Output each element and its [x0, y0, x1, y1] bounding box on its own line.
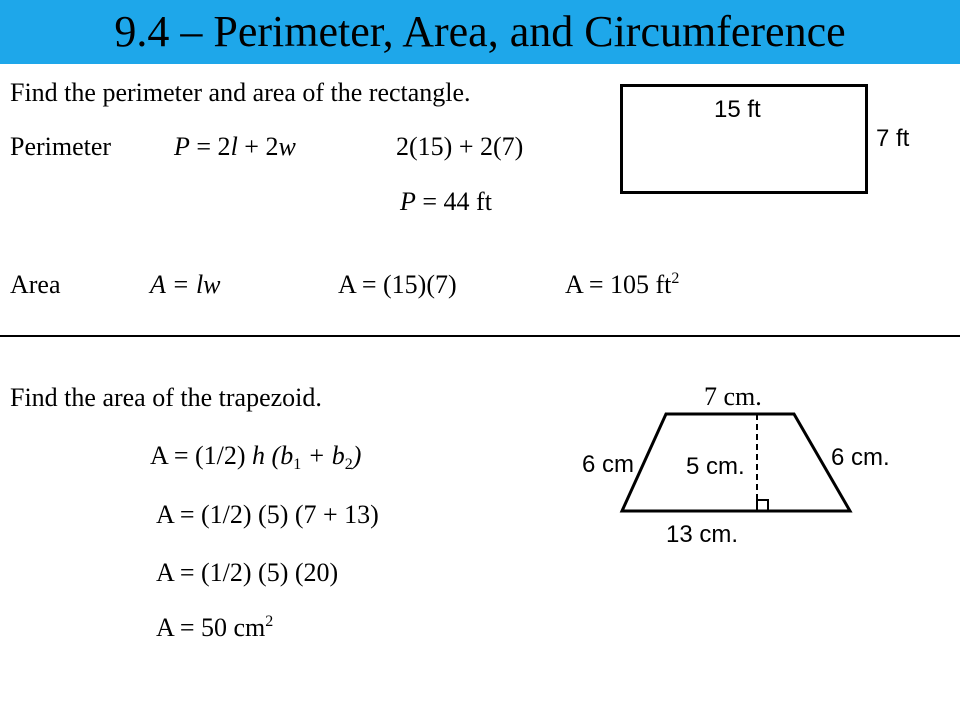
section-divider	[0, 335, 960, 337]
trapezoid-bottom-label: 13 cm.	[666, 521, 739, 548]
perimeter-label: Perimeter	[10, 132, 112, 161]
trapezoid-step-1: A = (1/2) (5) (7 + 13)	[156, 500, 379, 529]
trapezoid-step-3: A = 50 $cm^2$	[156, 613, 274, 642]
perimeter-substitution: 2(15) + 2(7)	[396, 132, 524, 161]
rectangle-length-label: 15 ft	[714, 96, 761, 123]
trapezoid-right-label: 6 cm.	[831, 444, 890, 471]
area-formula: A = lw	[150, 270, 221, 299]
trapezoid-formula: A = (1/2) h $(b_1 + b_2)$	[150, 441, 362, 473]
right-angle-marker	[757, 500, 768, 511]
area-label: Area	[10, 270, 61, 299]
trapezoid-left-label: 6 cm	[582, 451, 635, 478]
rectangle-width-label: 7 ft	[876, 125, 910, 152]
trapezoid-prompt: Find the area of the trapezoid.	[10, 383, 322, 412]
trapezoid-top-label: 7 cm.	[704, 382, 762, 411]
trapezoid-height-label: 5 cm.	[686, 453, 745, 480]
perimeter-result: P = 44 ft	[400, 187, 492, 216]
area-result: A = 105 $ft^2$	[565, 270, 680, 299]
trapezoid-step-2: A = (1/2) (5) (20)	[156, 558, 339, 587]
page-title: 9.4 – Perimeter, Area, and Circumference	[114, 7, 846, 56]
area-substitution: A = (15)(7)	[338, 270, 457, 299]
rectangle-prompt: Find the perimeter and area of the rectangle.	[10, 78, 471, 107]
perimeter-formula: P = 2l + 2w	[174, 132, 296, 161]
